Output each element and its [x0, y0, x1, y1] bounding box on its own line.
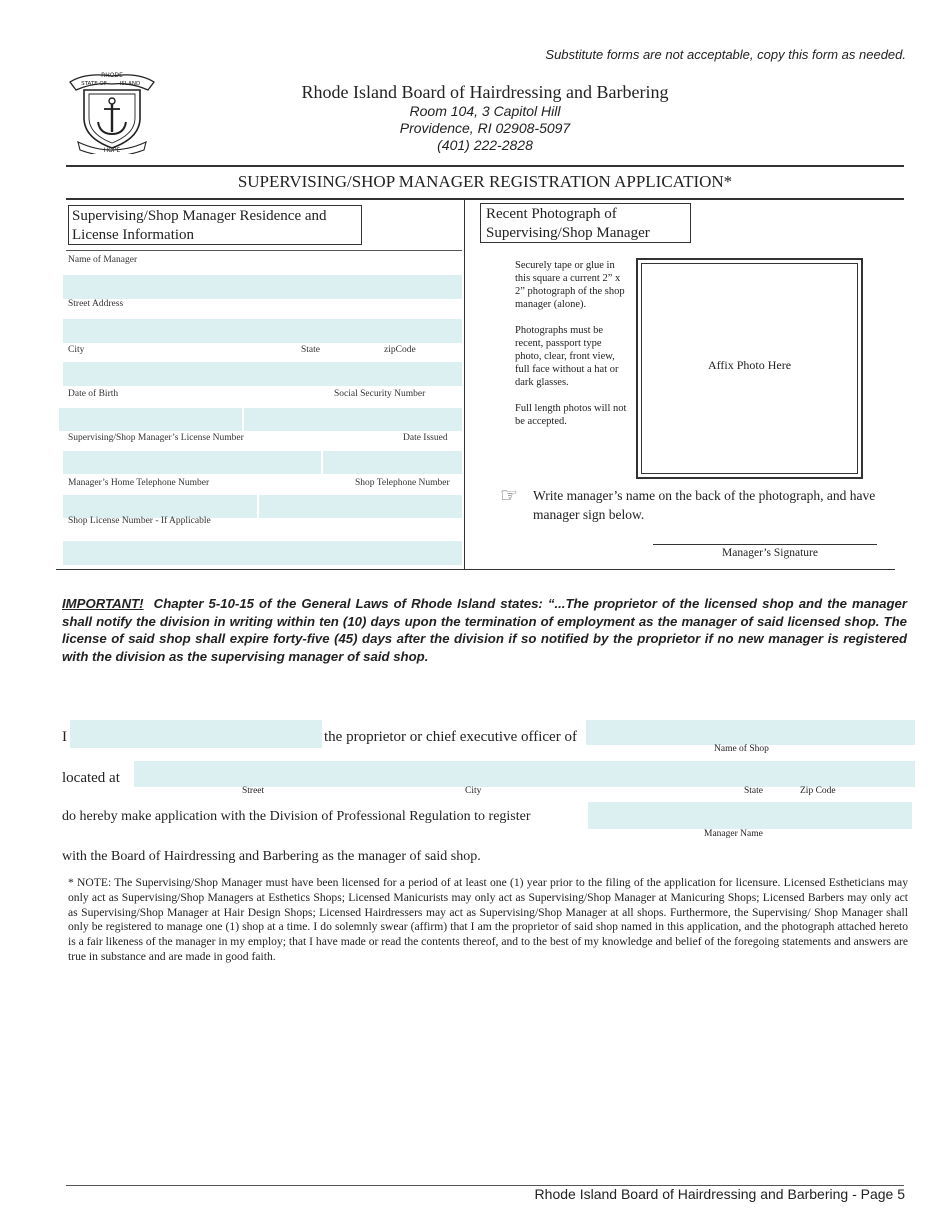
street-label: Street Address — [68, 299, 124, 309]
declaration-i: I — [62, 729, 67, 745]
name-input[interactable] — [63, 275, 462, 299]
licensure-note: * NOTE: The Supervising/Shop Manager must have been licensed for a period of at least one (1) year prior to the filing of the application for licensure. Licensed Estheticians may only act as Supervising/Shop Managers at Esthetics Shops; Licensed Manicurists may only act as Supervising/Shop Manager at Manicuring Shops; Licensed Barbers may only act as Supervising/Shop Manager at Hair Design Shops; Licensed Hairdressers may act as Supervising/Shop Manager at all shops. Furthermore, the Supervising/ Shop Manager shall only be registered to manage one (1) shop at a time. I do solemnly swear (affirm) that I am the proprietor of said shop named in this application, and the photograph attached hereto is a fair likeness of the manager in my employ; that I have made or read the contents thereof, and to the best of my knowledge and belief of the foregoing statements and answers are true in substance and are made in good faith. — [68, 876, 908, 963]
date-issued-input[interactable] — [323, 451, 462, 474]
column-divider — [464, 199, 465, 570]
important-text: Chapter 5-10-15 of the General Laws of Rhode Island states: “...The proprietor of the licensed shop and the manager shall notify the division in writing within ten (10) days upon the termination of employment as the manager of said licensed shop. The license of said shop shall expire forty-five (45) days after the division if so notified by the proprietor if no new manager is registered with the division as the supervising manager of said shop. — [62, 596, 908, 664]
street-input[interactable] — [63, 319, 462, 343]
residence-section-title: Supervising/Shop Manager Residence and License Information — [68, 205, 362, 245]
important-paragraph — [62, 595, 907, 665]
date-issued-label: Date Issued — [403, 433, 448, 443]
org-city: Providence, RI 02908-5097 — [399, 120, 571, 136]
shop-address-input[interactable] — [134, 761, 915, 787]
located-at-label: located at — [62, 770, 120, 786]
zip-label: zipCode — [384, 345, 416, 355]
state-sub-label: State — [744, 786, 763, 796]
city-state-zip-input[interactable] — [63, 362, 462, 386]
board-text: with the Board of Hairdressing and Barbering as the manager of said shop. — [62, 849, 481, 864]
manager-name-label: Manager Name — [704, 829, 763, 839]
street-sub-label: Street — [242, 786, 265, 796]
license-input[interactable] — [63, 451, 321, 474]
manager-name-input[interactable] — [588, 802, 912, 829]
shop-license-input[interactable] — [63, 541, 462, 565]
shop-phone-label: Shop Telephone Number — [355, 478, 450, 488]
ssn-label: Social Security Number — [334, 389, 426, 399]
residence-title-rule — [66, 250, 462, 251]
state-seal — [66, 68, 158, 154]
org-room: Room 104, 3 Capitol Hill — [409, 103, 561, 119]
ssn-input[interactable] — [244, 408, 462, 431]
shop-phone-input[interactable] — [259, 495, 462, 518]
home-phone-label: Manager’s Home Telephone Number — [68, 478, 210, 488]
photo-affix-box[interactable] — [636, 258, 863, 479]
substitute-notice: Substitute forms are not acceptable, copy this form as needed. — [545, 47, 906, 62]
photo-instruction-size: Securely tape or glue in this square a current 2” x 2” photograph of the shop manager (alone). — [515, 260, 625, 310]
city-label: City — [68, 345, 85, 355]
photo-instruction-type: Photographs must be recent, passport type photo, clear, front view, full face without a hat or dark glasses. — [515, 325, 619, 388]
proprietor-name-input[interactable] — [70, 720, 322, 748]
section-rule-bottom — [56, 569, 895, 570]
home-phone-input[interactable] — [63, 495, 257, 518]
seal-state-text: STATE OF — [81, 81, 107, 87]
title-rule-bottom — [66, 198, 904, 200]
seal-island-text: ISLAND — [119, 81, 141, 87]
dob-input[interactable] — [59, 408, 242, 431]
org-name: Rhode Island Board of Hairdressing and Barbering — [301, 82, 669, 102]
dob-label: Date of Birth — [68, 389, 119, 399]
zip-sub-label: Zip Code — [800, 786, 836, 796]
pointing-hand-icon: ☞ — [500, 485, 518, 507]
photo-instruction-length: Full length photos will not be accepted. — [515, 403, 627, 427]
apply-text: do hereby make application with the Division of Professional Regulation to register — [62, 809, 531, 824]
proprietor-text: the proprietor or chief executive officer of — [324, 729, 577, 745]
form-title: SUPERVISING/SHOP MANAGER REGISTRATION APPLICATION* — [237, 172, 733, 191]
name-label: Name of Manager — [68, 255, 138, 265]
seal-top-text: RHODE — [101, 72, 123, 79]
title-rule-top — [66, 165, 904, 167]
seal-bottom-text: HOPE — [103, 147, 121, 154]
photo-instructions — [515, 259, 627, 428]
affix-photo-label: Affix Photo Here — [707, 358, 792, 372]
shop-name-input[interactable] — [586, 720, 915, 745]
signature-label: Manager’s Signature — [722, 547, 818, 559]
shop-license-label: Shop License Number - If Applicable — [68, 516, 211, 526]
photo-section-title: Recent Photograph of Supervising/Shop Manager — [480, 203, 691, 243]
footer-page-label: Rhode Island Board of Hairdressing and Barbering - Page 5 — [534, 1186, 905, 1202]
important-lead: IMPORTANT! — [62, 596, 144, 611]
state-label: State — [301, 345, 320, 355]
license-label: Supervising/Shop Manager’s License Number — [68, 433, 244, 443]
signature-line[interactable] — [653, 544, 877, 545]
shop-name-label: Name of Shop — [714, 744, 769, 754]
city-sub-label: City — [465, 786, 482, 796]
org-phone: (401) 222-2828 — [437, 137, 533, 153]
write-name-note: Write manager’s name on the back of the photograph, and have manager sign below. — [533, 488, 876, 522]
